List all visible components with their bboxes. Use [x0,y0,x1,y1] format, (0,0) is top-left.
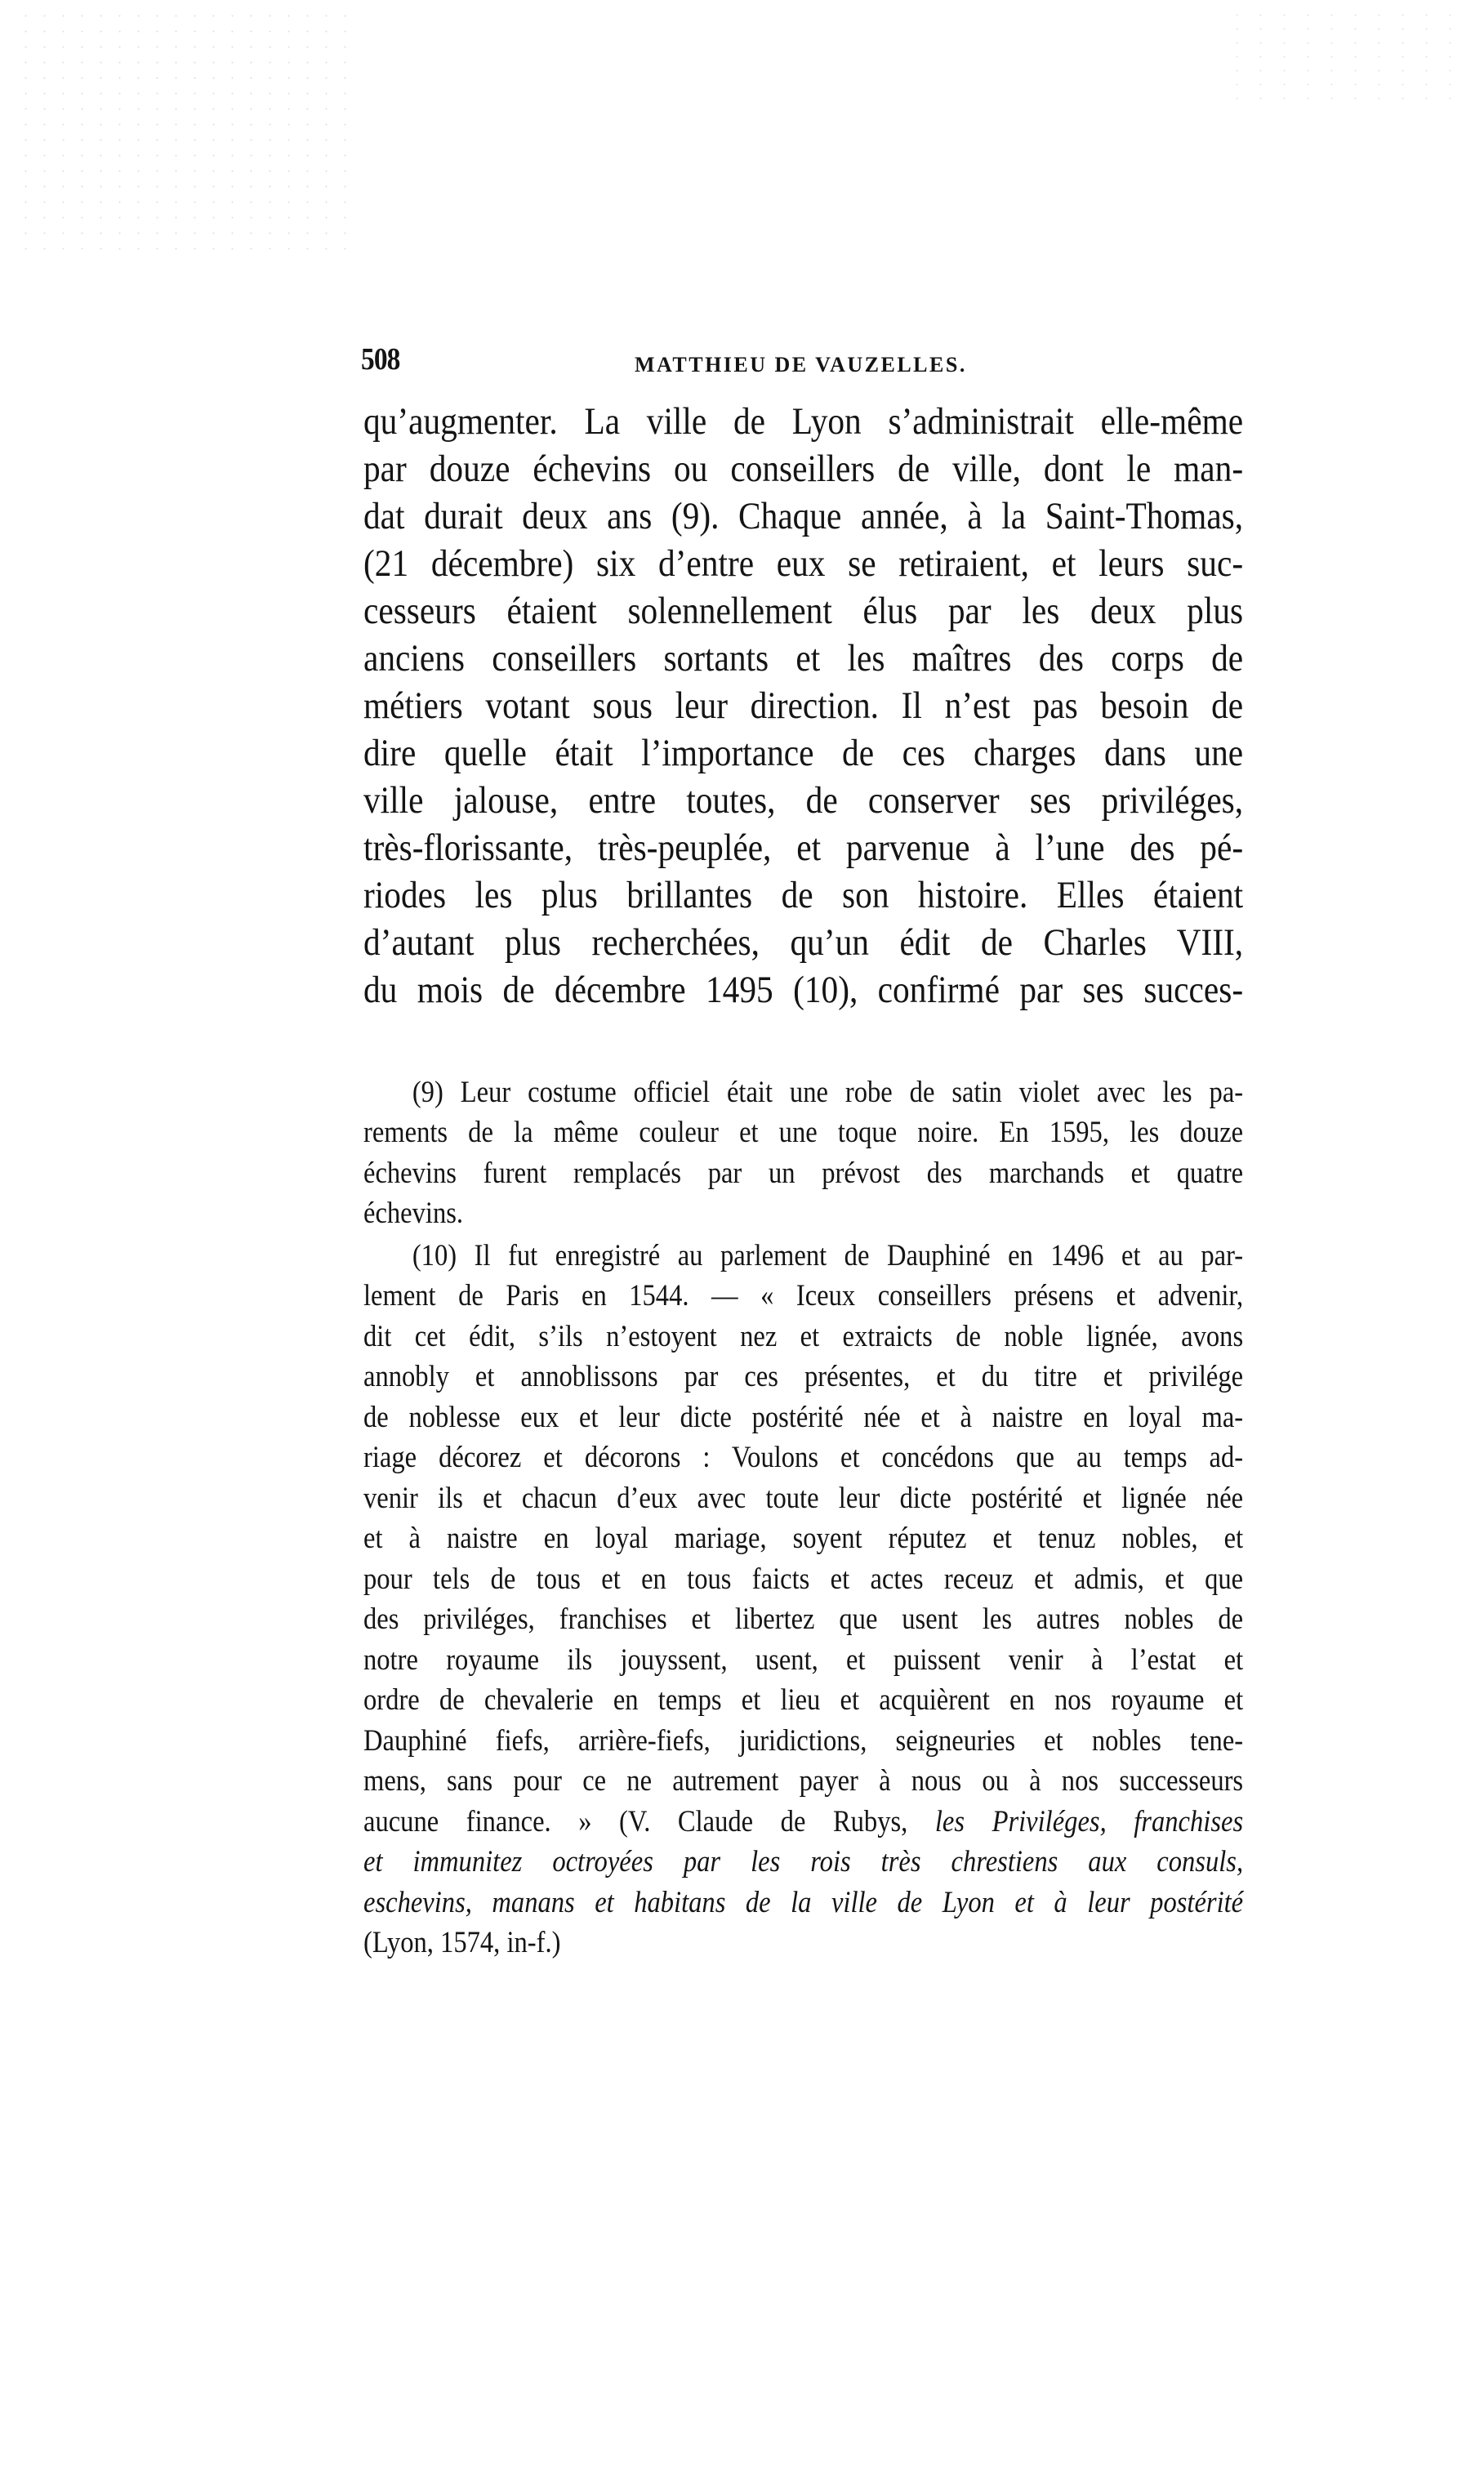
body-line: qu’augmenter. La ville de Lyon s’administrait elle-même [363,400,1244,443]
footnote-line: des priviléges, franchises et libertez que usent les autres nobles de [363,1602,1244,1636]
footnote-line: dit cet édit, s’ils n’estoyent nez et extraicts de noble lignée, avons [363,1320,1244,1353]
footnote-line: de noblesse eux et leur dicte postérité née et à naistre en loyal ma- [363,1401,1244,1434]
body-line: cesseurs étaient solennellement élus par les deux plus [363,590,1244,632]
body-line: riodes les plus brillantes de son histoire. Elles étaient [363,874,1244,916]
footnote-line: riage décorez et décorons : Voulons et concédons que au temps ad- [363,1441,1244,1474]
footnote-line: échevins furent remplacés par un prévost des marchands et quatre [363,1157,1244,1190]
body-line: (21 décembre) six d’entre eux se retiraient, et leurs suc- [363,542,1244,585]
body-line: dire quelle était l’importance de ces charges dans une [363,732,1244,774]
footnote-line: (9) Leur costume officiel était une robe de satin violet avec les pa- [412,1076,1244,1109]
footnote-line: mens, sans pour ce ne autrement payer à nous ou à nos successeurs [363,1764,1244,1798]
footnote-line: notre royaume ils jouyssent, usent, et puissent venir à l’estat et [363,1643,1244,1677]
body-line: ville jalouse, entre toutes, de conserver ses priviléges, [363,779,1244,822]
footnote-line: (10) Il fut enregistré au parlement de Dauphiné en 1496 et au par- [412,1239,1244,1272]
footnote-citation-line [363,1802,1243,1843]
body-line: métiers votant sous leur direction. Il n’est pas besoin de [363,684,1244,727]
footnote-line: Dauphiné fiefs, arrière-fiefs, juridictions, seigneuries et nobles tene- [363,1724,1244,1758]
footnote-line: et à naistre en loyal mariage, soyent réputez et tenuz nobles, et [363,1522,1244,1555]
citation-text: aucune finance. » (V. Claude de Rubys, [363,1805,908,1838]
footnote-line: rements de la même couleur et une toque noire. En 1595, les douze [363,1116,1244,1149]
citation-title: les Priviléges, franchises [934,1805,1244,1838]
body-line: d’autant plus recherchées, qu’un édit de Charles VIII, [363,921,1244,964]
citation-title: eschevins, manans et habitans de la ville de Lyon et à leur postérité [363,1886,1244,1919]
body-line: très-florissante, très-peuplée, et parvenue à l’une des pé- [363,827,1244,869]
footnote-line: lement de Paris en 1544. — « Iceux conseillers présens et advenir, [363,1279,1244,1313]
citation-imprint: (Lyon, 1574, in-f.) [363,1926,561,1959]
footnote-line: venir ils et chacun d’eux avec toute leur dicte postérité et lignée née [363,1482,1244,1515]
page-number: 508 [361,342,400,377]
citation-title: et immunitez octroyées par les rois très chrestiens aux consuls, [363,1845,1244,1879]
body-line: par douze échevins ou conseillers de ville, dont le man- [363,448,1244,490]
footnote-line: pour tels de tous et en tous faicts et actes receuz et admis, et que [363,1562,1244,1596]
body-line: du mois de décembre 1495 (10), confirmé par ses succes- [363,969,1244,1011]
running-title: MATTHIEU DE VAUZELLES. [635,353,967,377]
footnote-line: ordre de chevalerie en temps et lieu et acquièrent en nos royaume et [363,1683,1244,1717]
body-line: anciens conseillers sortants et les maîtres des corps de [363,637,1244,680]
running-head [0,0,1484,408]
footnote-line: échevins. [363,1197,464,1230]
footnote-line: annobly et annoblissons par ces présentes, et du titre et privilége [363,1360,1244,1393]
body-line: dat durait deux ans (9). Chaque année, à la Saint-Thomas, [363,495,1244,537]
